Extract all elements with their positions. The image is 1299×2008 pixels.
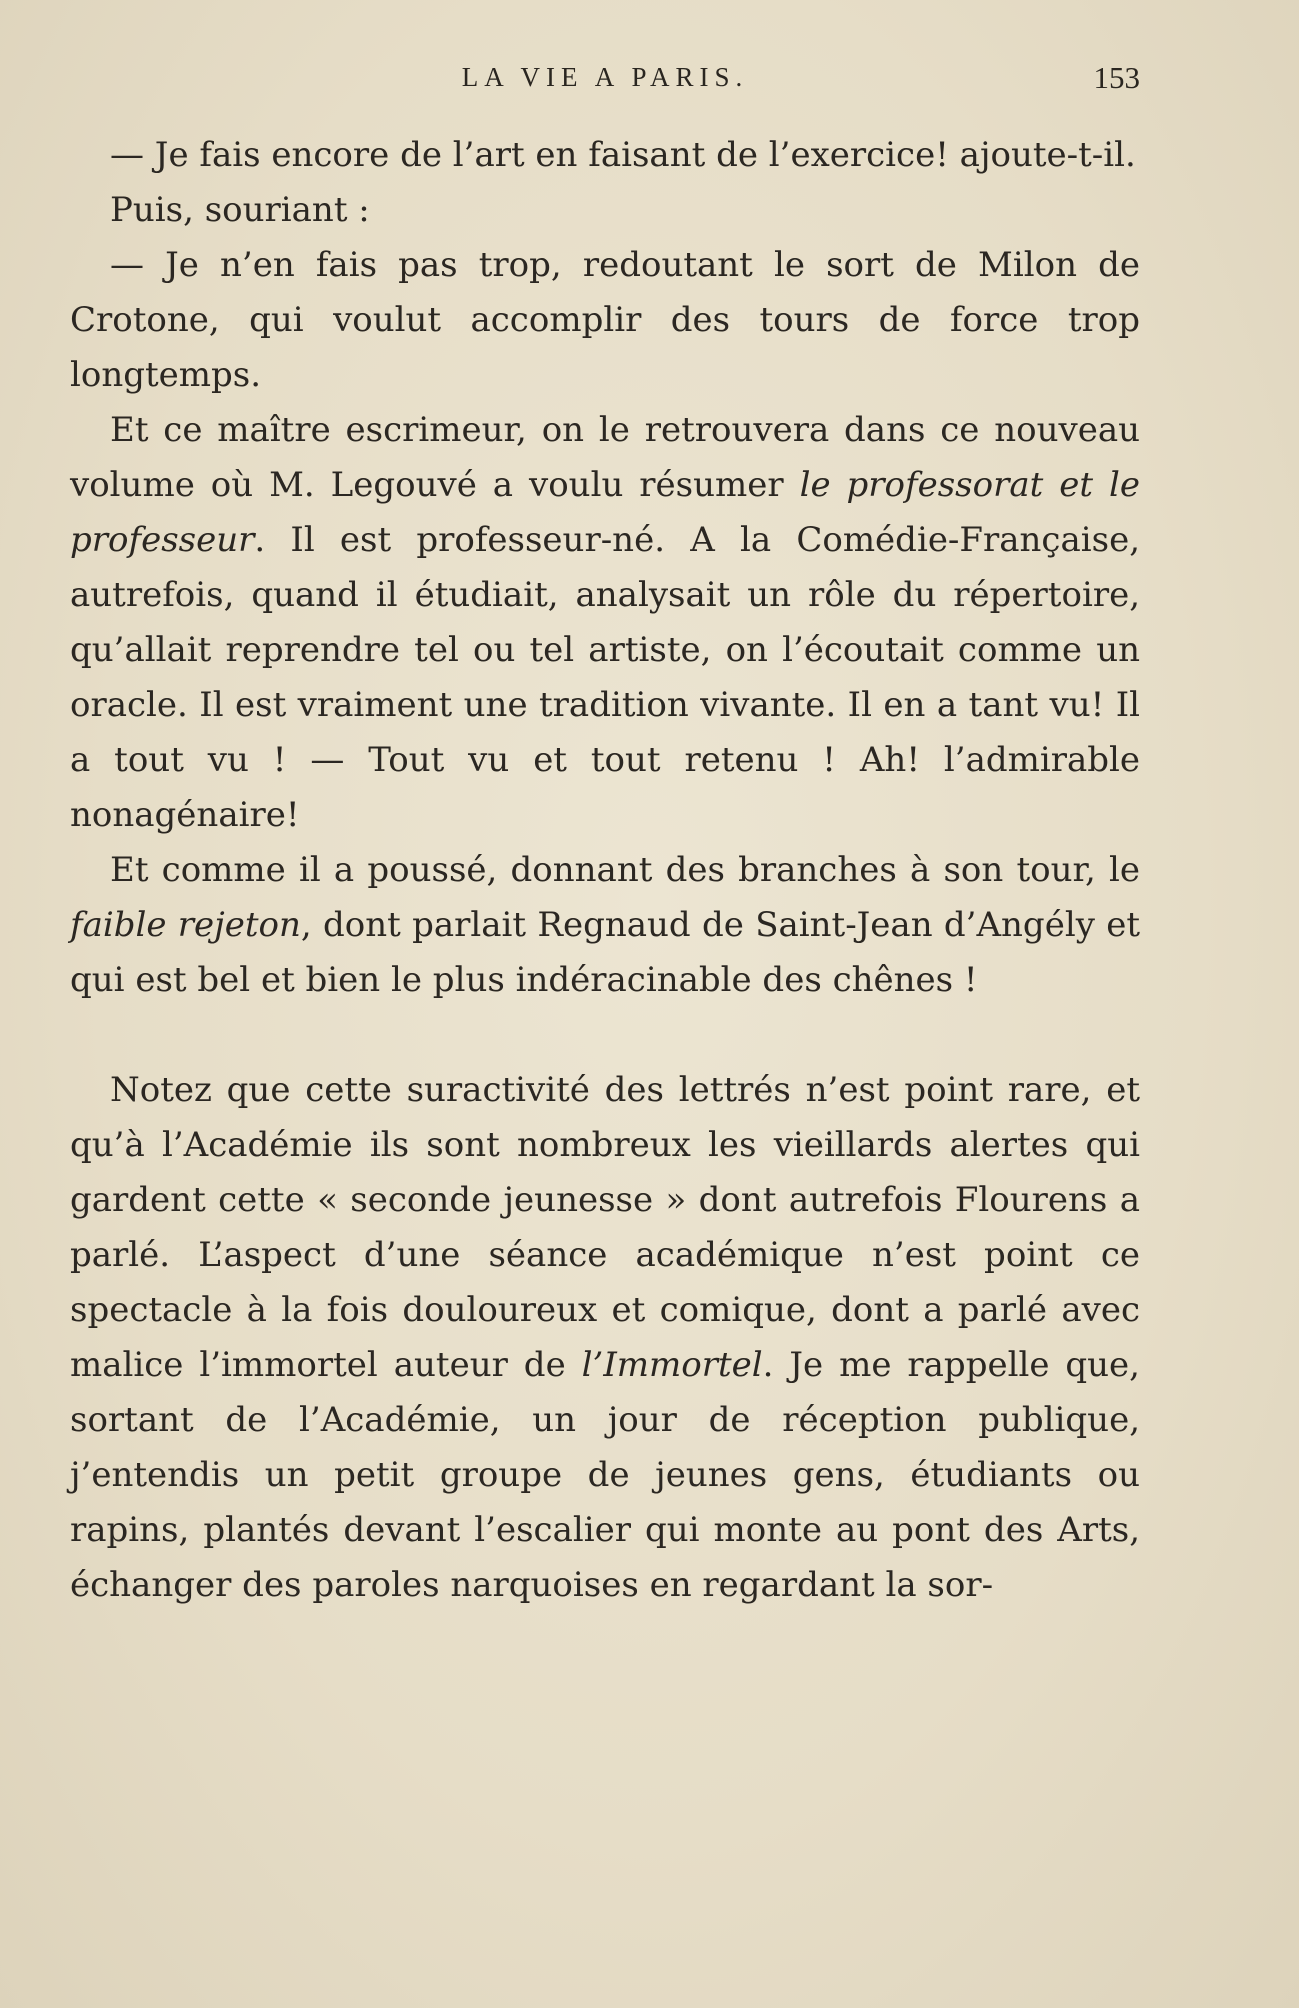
paragraph-1: — Je fais encore de l’art en faisant de l’exercice! ajoute-t-il. — [110, 135, 1136, 175]
paragraph-3: — Je n’en fais pas trop, redoutant le sort de Milon de Crotone, qui voulut accomplir des tours de force trop longtemps. — [70, 245, 1140, 395]
paragraph-6-italic: l’Immortel — [581, 1345, 763, 1385]
page-number: 153 — [1093, 60, 1140, 95]
paragraph-4-italic: le professorat et le professeur — [70, 465, 1140, 560]
paragraph-5 — [70, 843, 1140, 1008]
paragraph-5-text-b: , dont parlait Regnaud de Saint-Jean d’Angély et qui est bel et bien le plus indéracinable des chênes ! — [70, 905, 1140, 1000]
section-break — [70, 1008, 1140, 1063]
paragraph-4-text-b: . Il est professeur-né. A la Comédie-Française, autrefois, quand il étudiait, analysait un rôle du répertoire, qu’allait reprendre tel ou tel artiste, on l’écoutait comme un oracle. Il est vraiment une tradition vivante. Il en a tant vu! Il a tout vu ! — Tout vu et tout retenu ! Ah! l’admirable nonagénaire! — [70, 520, 1140, 835]
paragraph-5-text-a: Et comme il a poussé, donnant des branches à son tour, le — [110, 850, 1140, 890]
paragraph-5-italic: faible rejeton — [70, 905, 301, 945]
paragraph-4 — [70, 403, 1140, 843]
paragraph-6-text-a: Notez que cette suractivité des lettrés n’est point rare, et qu’à l’Académie ils sont nombreux les vieillards alertes qui gardent cette « seconde jeunesse » dont autrefois Flourens a parlé. L’aspect d’une séance académique n’est point ce spectacle à la fois douloureux et comique, dont a parlé avec malice l’immortel auteur de — [70, 1070, 1140, 1385]
paragraph-4-text-a: Et ce maître escrimeur, on le retrouvera dans ce nouveau volume où M. Legouvé a voulu résumer — [70, 410, 1140, 505]
body-text — [70, 128, 1140, 1613]
paragraph-6-text-b: . Je me rappelle que, sortant de l’Académie, un jour de réception publique, j’entendis un petit groupe de jeunes gens, étudiants ou rapins, plantés devant l’escalier qui monte au pont des Arts, échanger des paroles narquoises en regardant la sor- — [70, 1345, 1140, 1605]
running-head — [70, 62, 1140, 102]
paragraph-6 — [70, 1063, 1140, 1613]
running-title: LA VIE A PARIS. — [461, 62, 749, 92]
paragraph-2: Puis, souriant : — [110, 190, 370, 230]
